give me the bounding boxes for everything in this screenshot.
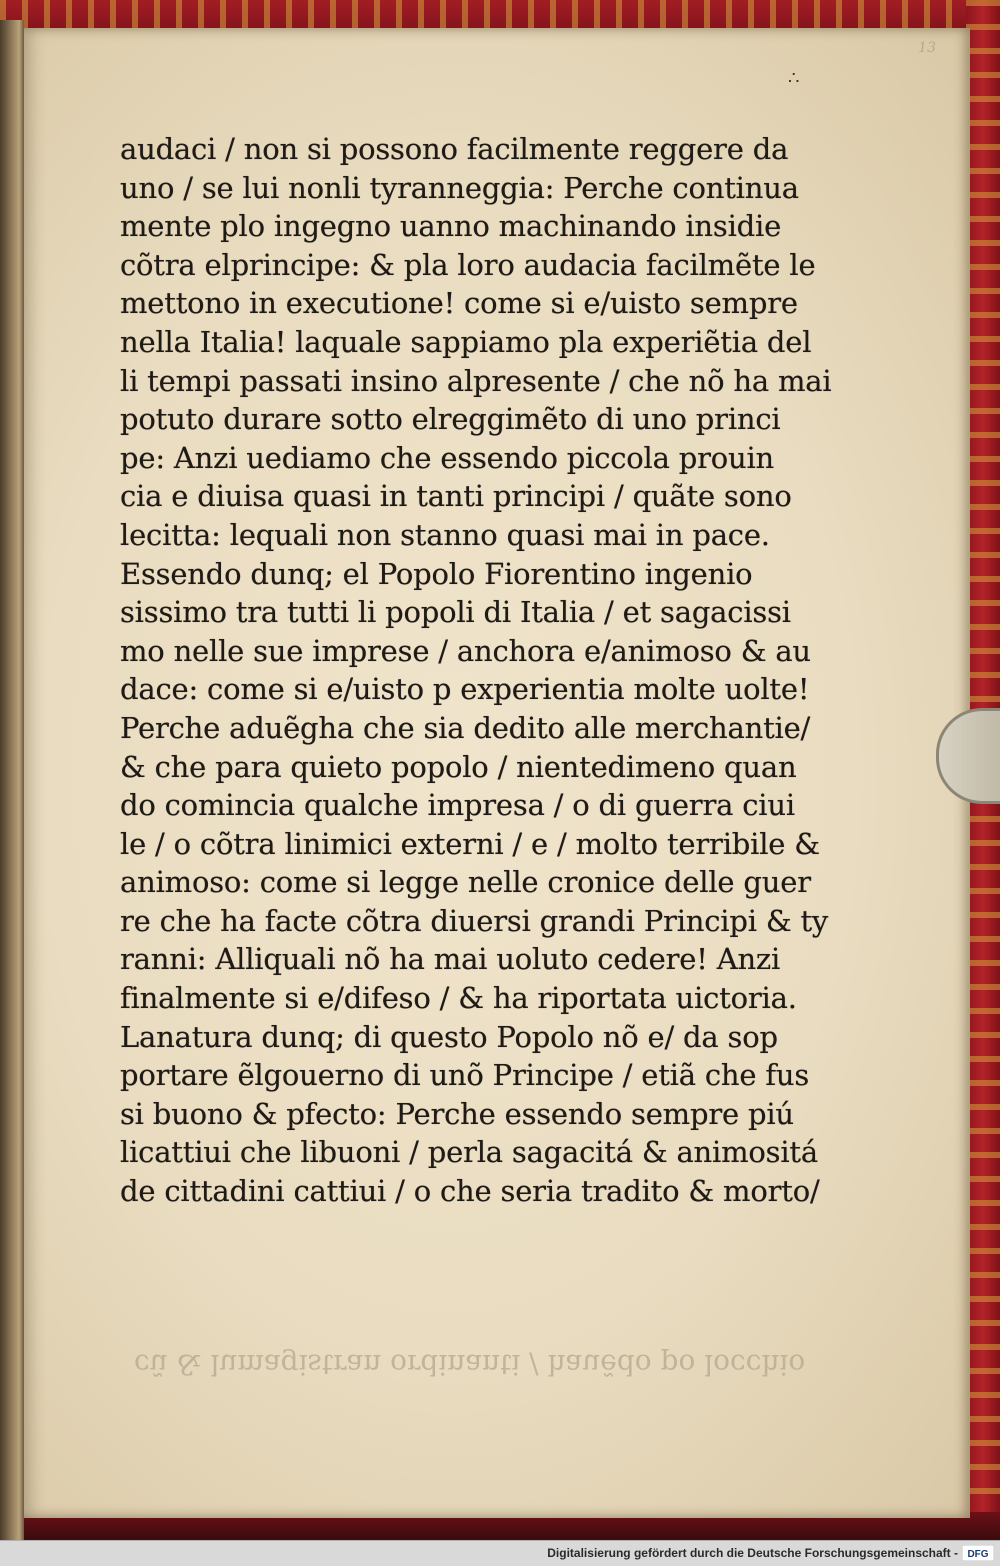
funding-credit: Digitalisierung gefördert durch die Deutsche Forschungsgemeinschaft - (547, 1546, 958, 1560)
text-line: lecitta: lequali non stanno quasi mai in pace. (120, 517, 770, 552)
book-page (24, 28, 970, 1518)
text-line: mente plo ingegno uanno machinando insidie (120, 209, 782, 244)
text-line: uno / se lui nonli tyranneggia: Perche continua (120, 170, 799, 205)
text-line: li tempi passati insino alpresente / che nõ ha mai (120, 363, 832, 398)
text-line: de cittadini cattiui / o che seria tradito & morto/ (120, 1174, 820, 1209)
text-line: nella Italia! laquale sappiamo pla experiẽtia del (120, 324, 812, 359)
text-line: dace: come si e/uisto p experientia molte uolte! (120, 672, 810, 707)
text-line: finalmente si e/difeso / & ha riportata uictoria. (120, 981, 797, 1016)
text-line: ranni: Alliquali nõ ha mai uoluto cedere! Anzi (120, 942, 781, 977)
folio-number: 13 (918, 40, 936, 56)
text-line: & che para quieto popolo / nientedimeno quan (120, 749, 797, 784)
ink-mark: ∴ (788, 68, 800, 89)
footer-bar (0, 1540, 1000, 1566)
text-block (120, 130, 832, 1211)
dfg-logo-icon (962, 1545, 994, 1561)
text-line: si buono & pfecto: Perche essendo sempre piú (120, 1096, 794, 1131)
text-line: Perche aduẽgha che sia dedito alle merchantie/ (120, 710, 811, 745)
text-line: sissimo tra tutti li popoli di Italia / et sagacissi (120, 595, 791, 630)
text-line: audaci / non si possono facilmente reggere da (120, 132, 789, 166)
svg-text:DFG: DFG (967, 1549, 989, 1560)
text-line: potuto durare sotto elreggimẽto di uno princi (120, 402, 781, 437)
text-line: le / o cõtra linimici externi / e / molto terribile & (120, 826, 820, 861)
text-line: Essendo dunq; el Popolo Fiorentino ingenio (120, 556, 753, 591)
text-line: cia e diuisa quasi in tanti principi / quãte sono (120, 479, 792, 514)
text-line: mettono in executione! come si e/uisto sempre (120, 286, 798, 321)
text-line: licattiui che libuoni / perla sagacitá & animositá (120, 1135, 818, 1170)
text-line: Lanatura dunq; di questo Popolo nõ e/ da sop (120, 1019, 778, 1054)
text-line: animoso: come si legge nelle cronice delle guer (120, 865, 811, 900)
show-through-text: cũ & lumagistran ordinanti / hauẽdo po locchio (134, 1348, 806, 1381)
text-line: cõtra elprincipe: & pla loro audacia facilmẽte le (120, 247, 816, 282)
binding-edge (0, 20, 24, 1540)
text-line: portare ẽlgouerno di unõ Principe / etiã che fus (120, 1058, 810, 1093)
text-line: mo nelle sue imprese / anchora e/animoso & au (120, 633, 811, 668)
text-line: pe: Anzi uediamo che essendo piccola prouin (120, 440, 775, 475)
text-line: re che ha facte cõtra diuersi grandi Principi & ty (120, 903, 829, 938)
text-line: do comincia qualche impresa / o di guerra ciui (120, 788, 795, 823)
